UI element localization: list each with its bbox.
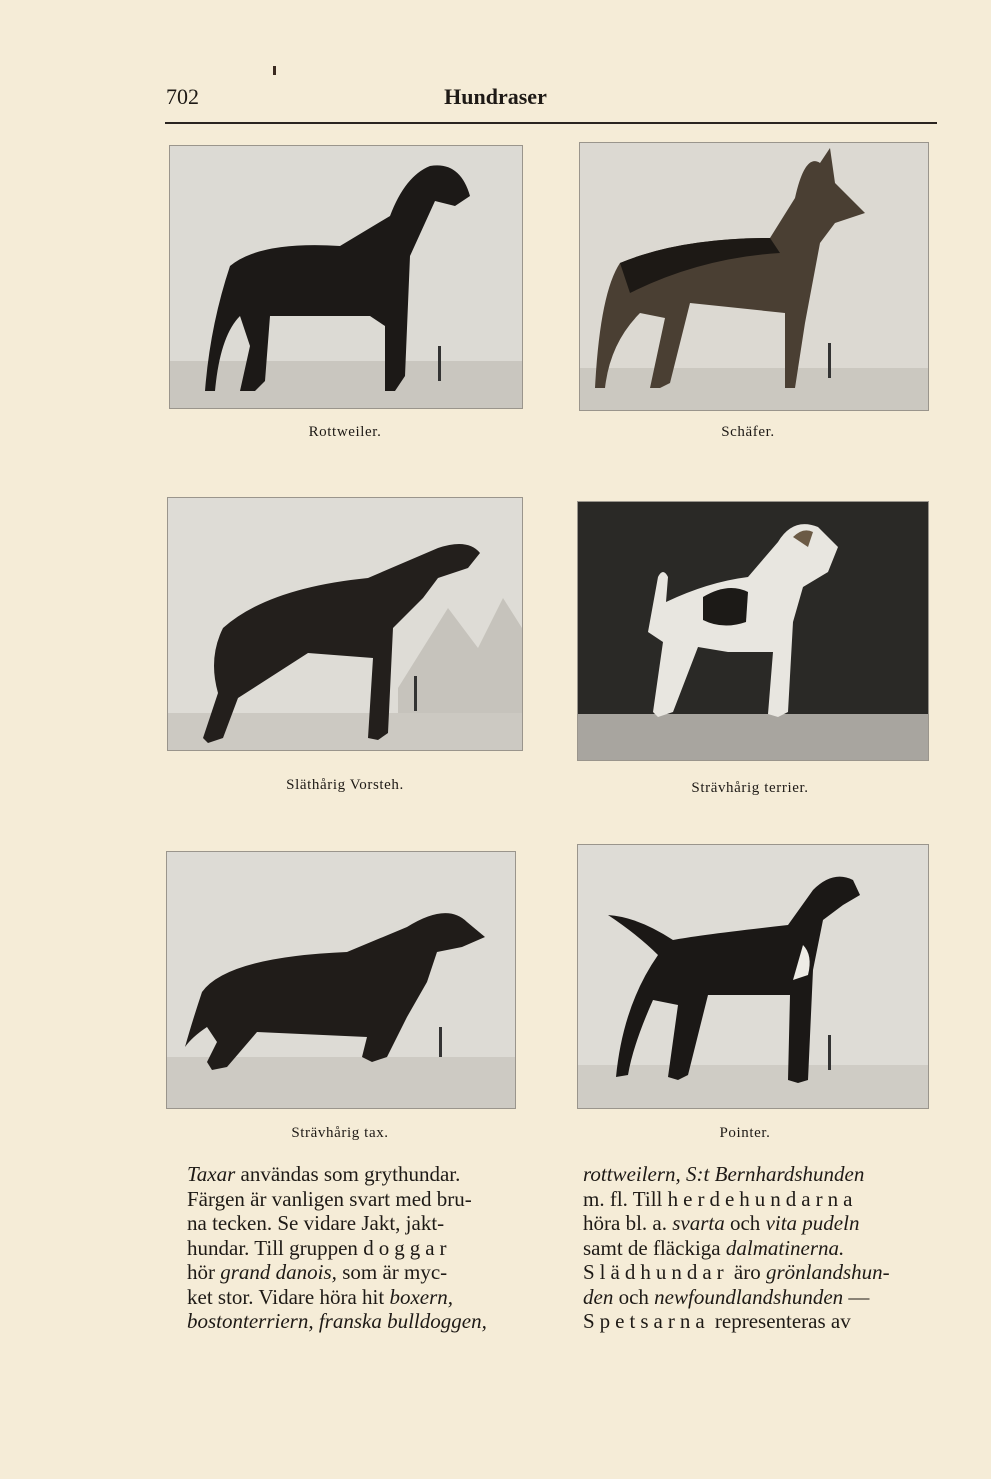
photo-pointer <box>578 845 928 1108</box>
caption-terrier: Strävhårig terrier. <box>691 780 809 796</box>
photo-vorsteh <box>168 498 522 750</box>
text-line: den och newfoundlandshunden — <box>583 1284 870 1309</box>
text-line: rottweilern, S:t Bernhardshunden <box>583 1162 865 1186</box>
page-title: Hundraser <box>444 84 547 109</box>
page-number: 702 <box>166 84 199 109</box>
caption-rottweiler: Rottweiler. <box>308 424 382 440</box>
text-line: hundar. Till gruppen doggar <box>187 1235 452 1260</box>
text-column-right <box>583 1162 933 1334</box>
caption-pointer: Pointer. <box>719 1125 771 1141</box>
text-line: m. fl. Till herdehundarna <box>583 1186 858 1211</box>
text-line: hör grand danois, som är myc- <box>187 1260 448 1284</box>
photo-rottweiler <box>170 146 522 408</box>
text-line: höra bl. a. svarta och vita pudeln <box>583 1211 860 1235</box>
caption-schafer: Schäfer. <box>721 424 775 440</box>
photo-schafer <box>580 143 928 410</box>
text-line: Färgen är vanligen svart med bru- <box>187 1186 472 1211</box>
text-line: Slädhundar äro grönlandshun- <box>583 1260 890 1284</box>
text-line: Spetsarna representeras av <box>583 1309 851 1333</box>
text-line: na tecken. Se vidare Jakt, jakt- <box>187 1211 445 1235</box>
photo-tax <box>167 852 515 1108</box>
caption-tax: Strävhårig tax. <box>291 1125 389 1141</box>
print-mark <box>273 66 276 75</box>
text-line: bostonterriern, franska bulldoggen, <box>187 1309 487 1333</box>
header-rule <box>165 122 937 124</box>
text-line: Taxar användas som grythundar. <box>187 1162 461 1186</box>
caption-vorsteh: Släthårig Vorsteh. <box>286 777 404 793</box>
text-line: samt de fläckiga dalmatinerna. <box>583 1235 845 1260</box>
text-line: ket stor. Vidare höra hit boxern, <box>187 1284 454 1309</box>
text-column-left <box>187 1162 537 1334</box>
photo-terrier <box>578 502 928 760</box>
